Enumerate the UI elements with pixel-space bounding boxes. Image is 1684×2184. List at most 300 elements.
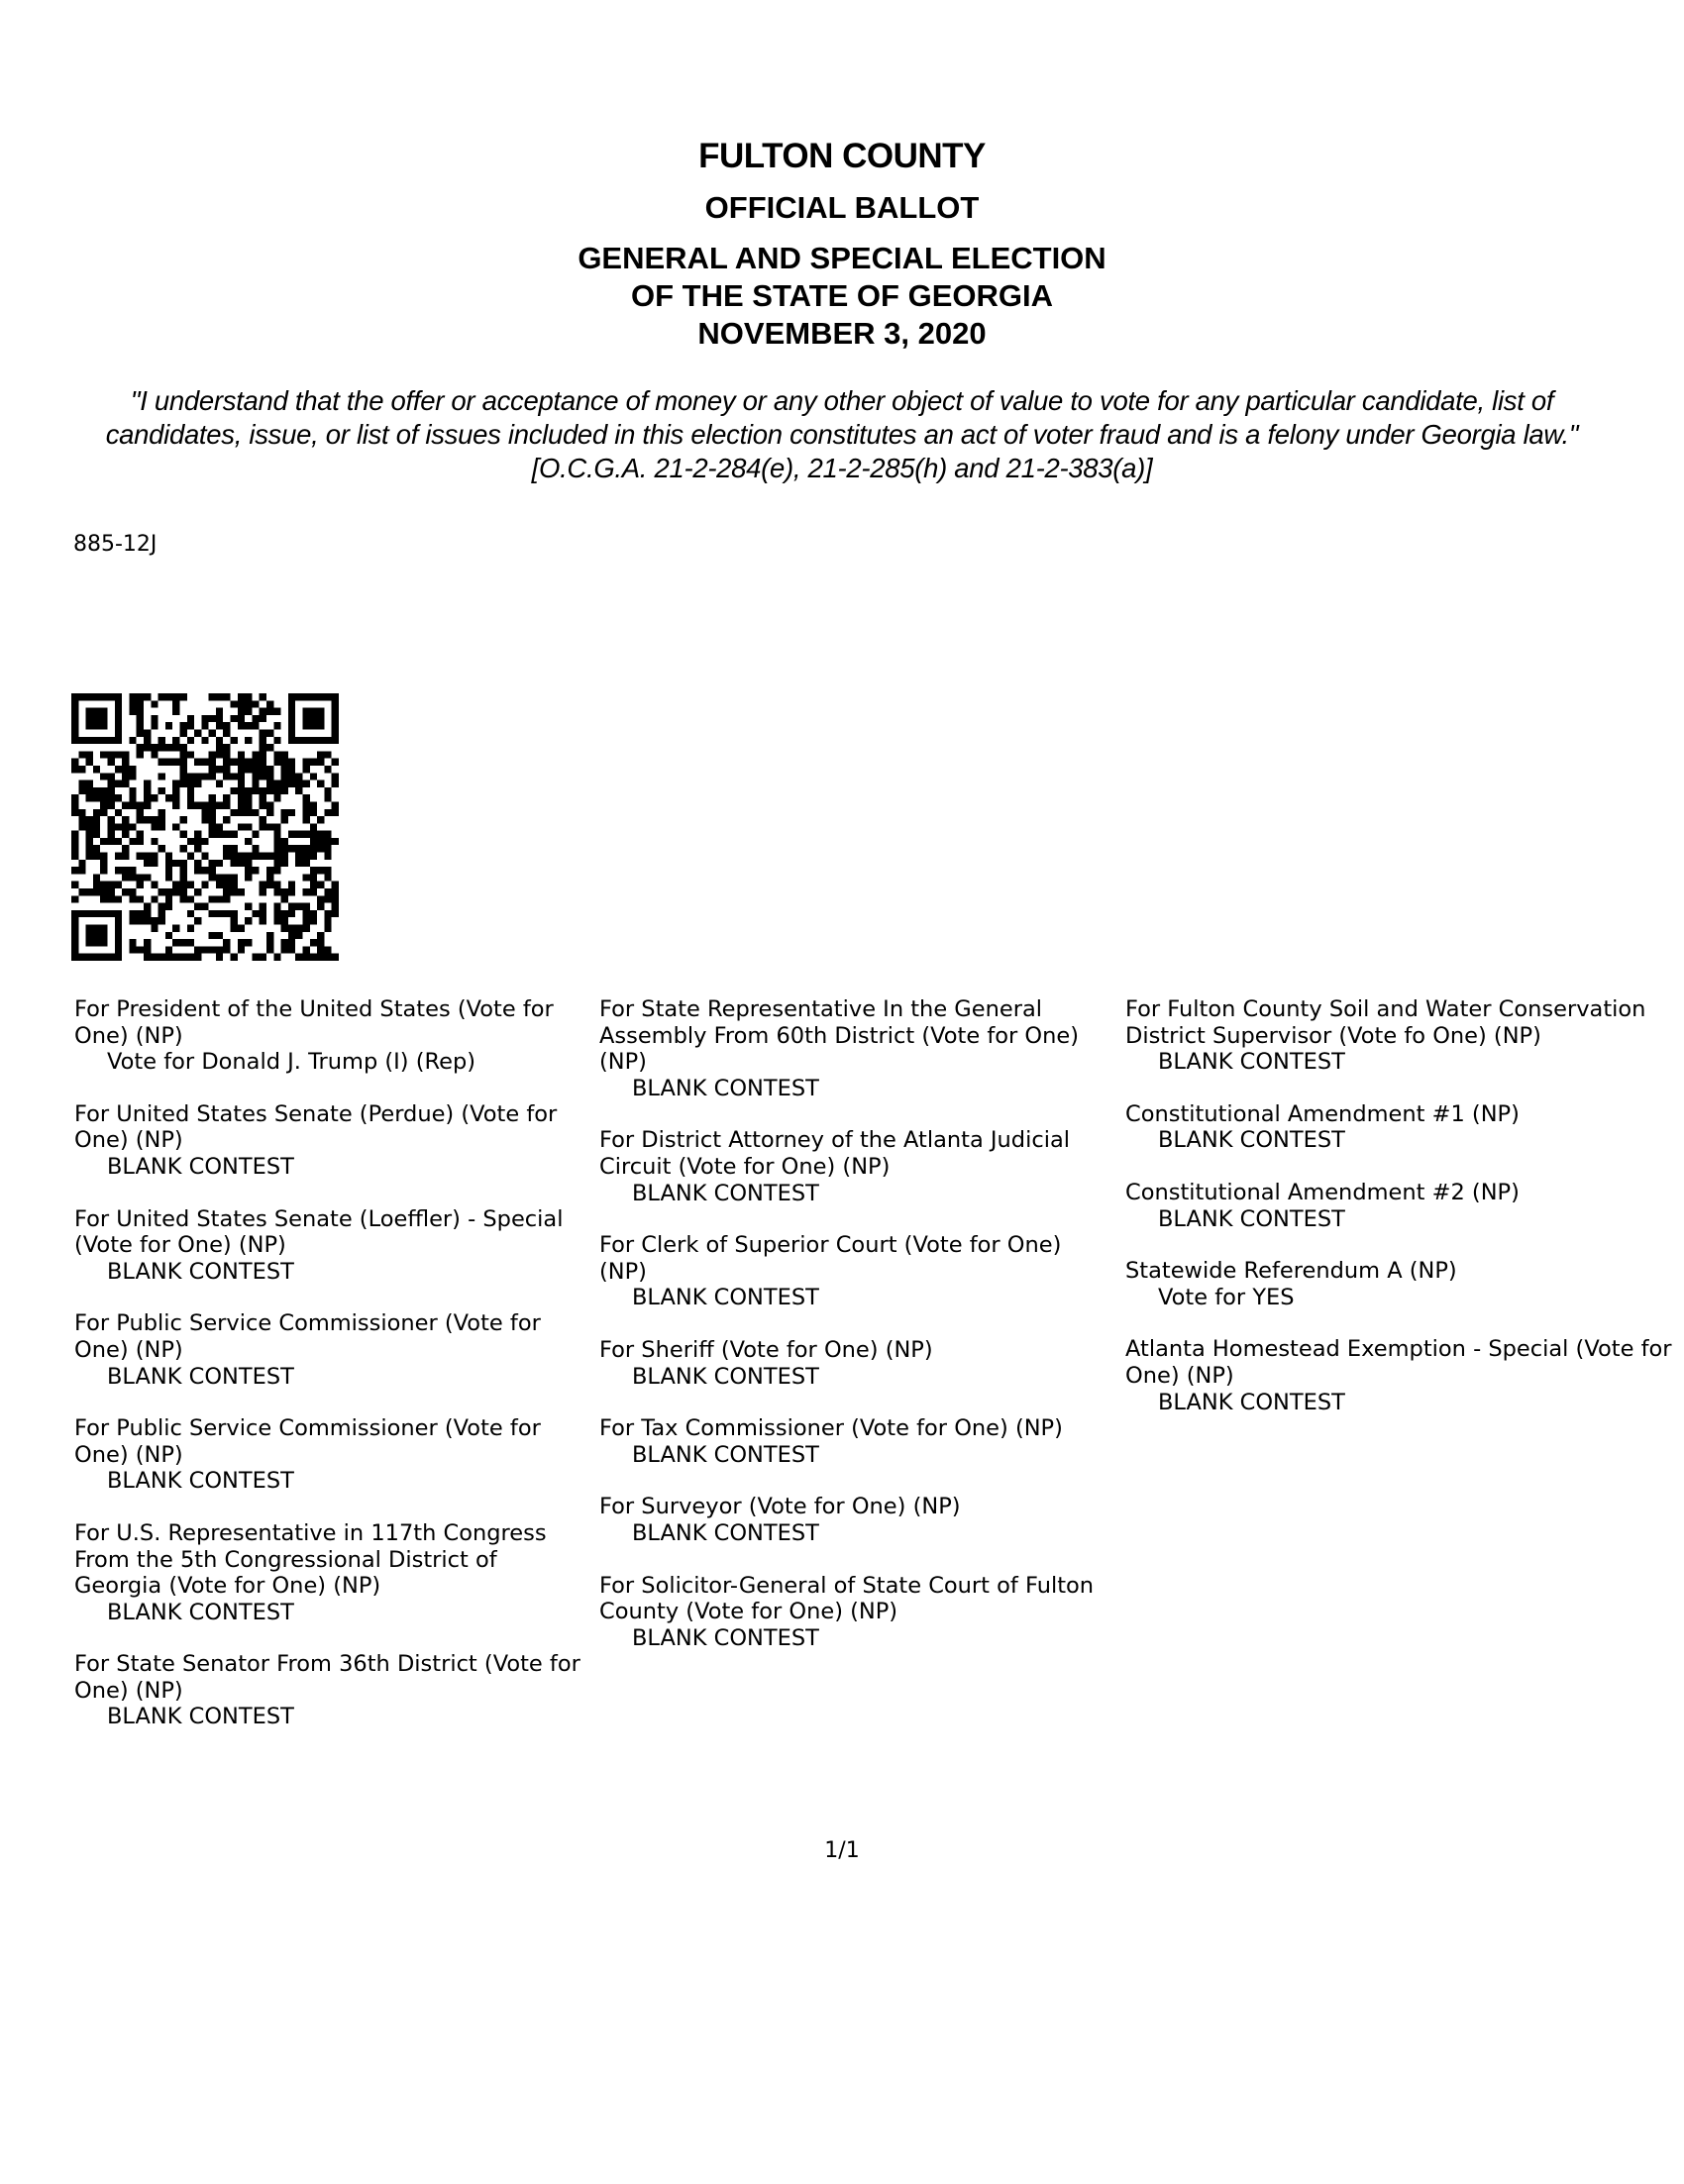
contest-item bbox=[74, 1520, 589, 1625]
qr-module bbox=[179, 759, 186, 766]
qr-module bbox=[295, 845, 302, 852]
qr-module bbox=[252, 809, 259, 816]
qr-module bbox=[252, 845, 259, 852]
qr-module bbox=[71, 794, 78, 801]
qr-module bbox=[273, 831, 280, 838]
qr-module bbox=[115, 715, 122, 722]
qr-module bbox=[231, 831, 238, 838]
qr-module bbox=[288, 759, 295, 766]
qr-module bbox=[187, 737, 194, 744]
county-title: FULTON COUNTY bbox=[698, 137, 986, 175]
qr-module bbox=[71, 801, 78, 808]
qr-module bbox=[100, 773, 107, 780]
qr-module bbox=[281, 766, 288, 773]
qr-module bbox=[303, 693, 310, 700]
qr-module bbox=[93, 939, 100, 946]
qr-module bbox=[71, 766, 78, 773]
qr-module bbox=[216, 708, 223, 715]
qr-module bbox=[332, 882, 339, 888]
qr-module bbox=[115, 751, 122, 758]
contest-title: For Clerk of Superior Court (Vote for One) (NP) bbox=[599, 1232, 1062, 1285]
qr-module bbox=[324, 794, 331, 801]
qr-module bbox=[107, 794, 114, 801]
qr-module bbox=[115, 925, 122, 932]
qr-module bbox=[194, 867, 201, 874]
qr-module bbox=[86, 910, 93, 917]
qr-module bbox=[194, 838, 201, 845]
qr-module bbox=[93, 954, 100, 961]
qr-module bbox=[245, 939, 252, 946]
qr-module bbox=[332, 954, 339, 961]
qr-module bbox=[295, 737, 302, 744]
qr-module bbox=[165, 888, 172, 895]
qr-module bbox=[223, 895, 230, 902]
qr-module bbox=[86, 816, 93, 823]
qr-module bbox=[303, 722, 310, 729]
contest-title: Statewide Referendum A (NP) bbox=[1125, 1258, 1457, 1285]
qr-module bbox=[93, 925, 100, 932]
contest-selection: BLANK CONTEST bbox=[632, 1363, 819, 1390]
qr-module bbox=[216, 932, 223, 939]
qr-module bbox=[122, 751, 129, 758]
qr-module bbox=[332, 910, 339, 917]
qr-module bbox=[129, 787, 136, 794]
qr-module bbox=[273, 903, 280, 910]
voter-fraud-disclaimer: "I understand that the offer or acceptance of money or any other object of value to vote for any particular candidate, list of candidates, issue, or list of issues included in this election constitutes an act of voter fraud and is a felony under Georgia law." [O.C.G.A. 21-2-284(e), 21-2-285(h) and 21-2-383(a)] bbox=[105, 385, 1579, 483]
qr-module bbox=[129, 737, 136, 744]
qr-module bbox=[238, 939, 245, 946]
qr-module bbox=[187, 787, 194, 794]
qr-module bbox=[129, 910, 136, 917]
qr-module bbox=[238, 853, 245, 860]
election-title-line-2: OF THE STATE OF GEORGIA bbox=[631, 278, 1053, 313]
qr-module bbox=[209, 946, 216, 953]
qr-module bbox=[324, 853, 331, 860]
qr-module bbox=[324, 946, 331, 953]
qr-module bbox=[86, 954, 93, 961]
qr-module bbox=[115, 939, 122, 946]
qr-module bbox=[223, 744, 230, 751]
qr-module bbox=[245, 860, 252, 867]
qr-module bbox=[129, 700, 136, 707]
qr-module bbox=[129, 874, 136, 881]
qr-module bbox=[165, 932, 172, 939]
qr-module bbox=[288, 939, 295, 946]
qr-module bbox=[260, 715, 266, 722]
qr-module bbox=[100, 932, 107, 939]
qr-module bbox=[288, 903, 295, 910]
qr-module bbox=[115, 729, 122, 736]
qr-module bbox=[317, 759, 324, 766]
qr-module bbox=[122, 780, 129, 787]
qr-module bbox=[288, 693, 295, 700]
qr-module bbox=[172, 744, 179, 751]
qr-module bbox=[151, 823, 158, 830]
qr-module bbox=[273, 867, 280, 874]
qr-module bbox=[107, 888, 114, 895]
qr-module bbox=[86, 925, 93, 932]
qr-module bbox=[93, 831, 100, 838]
qr-module bbox=[100, 838, 107, 845]
qr-module bbox=[281, 759, 288, 766]
qr-module bbox=[100, 910, 107, 917]
qr-module bbox=[216, 722, 223, 729]
qr-module bbox=[100, 751, 107, 758]
qr-module bbox=[238, 715, 245, 722]
qr-module bbox=[310, 737, 317, 744]
contest-item bbox=[599, 996, 1114, 1101]
qr-module bbox=[245, 787, 252, 794]
qr-module bbox=[100, 882, 107, 888]
qr-module bbox=[273, 737, 280, 744]
qr-module bbox=[216, 801, 223, 808]
qr-module bbox=[165, 853, 172, 860]
qr-module bbox=[151, 722, 158, 729]
qr-module bbox=[310, 867, 317, 874]
qr-module bbox=[223, 874, 230, 881]
qr-module bbox=[252, 722, 259, 729]
qr-module bbox=[115, 700, 122, 707]
qr-module bbox=[71, 910, 78, 917]
qr-module bbox=[144, 787, 151, 794]
qr-module bbox=[115, 910, 122, 917]
qr-module bbox=[158, 823, 165, 830]
qr-module bbox=[273, 888, 280, 895]
qr-module bbox=[281, 853, 288, 860]
qr-module bbox=[209, 895, 216, 902]
qr-module bbox=[295, 925, 302, 932]
qr-module bbox=[303, 845, 310, 852]
contest-selection: BLANK CONTEST bbox=[1158, 1127, 1345, 1154]
qr-module bbox=[86, 888, 93, 895]
qr-module bbox=[201, 853, 208, 860]
qr-module bbox=[303, 759, 310, 766]
qr-module bbox=[288, 946, 295, 953]
qr-module bbox=[107, 954, 114, 961]
qr-module bbox=[158, 910, 165, 917]
qr-module bbox=[179, 860, 186, 867]
qr-module bbox=[260, 744, 266, 751]
qr-module bbox=[324, 751, 331, 758]
qr-module bbox=[144, 794, 151, 801]
qr-module bbox=[86, 823, 93, 830]
qr-module bbox=[115, 946, 122, 953]
qr-module bbox=[107, 780, 114, 787]
qr-module bbox=[137, 946, 144, 953]
qr-module bbox=[273, 759, 280, 766]
qr-module bbox=[273, 882, 280, 888]
contest-selection: BLANK CONTEST bbox=[1158, 1205, 1345, 1232]
qr-module bbox=[223, 939, 230, 946]
qr-module bbox=[100, 794, 107, 801]
qr-module bbox=[310, 838, 317, 845]
qr-module bbox=[122, 888, 129, 895]
qr-module bbox=[100, 708, 107, 715]
qr-module bbox=[281, 773, 288, 780]
qr-module bbox=[144, 801, 151, 808]
qr-module bbox=[86, 780, 93, 787]
qr-module bbox=[260, 903, 266, 910]
qr-module bbox=[260, 787, 266, 794]
qr-module bbox=[317, 867, 324, 874]
qr-module bbox=[122, 874, 129, 881]
qr-module bbox=[216, 823, 223, 830]
qr-module bbox=[71, 693, 78, 700]
qr-module bbox=[129, 895, 136, 902]
contest-title: For State Senator From 36th District (Vote for One) (NP) bbox=[74, 1651, 580, 1704]
qr-module bbox=[303, 917, 310, 924]
qr-module bbox=[317, 939, 324, 946]
qr-module bbox=[317, 838, 324, 845]
qr-module bbox=[317, 903, 324, 910]
qr-module bbox=[317, 831, 324, 838]
qr-module bbox=[317, 845, 324, 852]
qr-module bbox=[129, 766, 136, 773]
qr-module bbox=[216, 715, 223, 722]
qr-module bbox=[260, 910, 266, 917]
qr-module bbox=[71, 925, 78, 932]
qr-module bbox=[187, 751, 194, 758]
qr-module bbox=[151, 917, 158, 924]
qr-module bbox=[223, 910, 230, 917]
qr-module bbox=[317, 715, 324, 722]
qr-module bbox=[93, 766, 100, 773]
qr-module bbox=[260, 773, 266, 780]
qr-module bbox=[238, 766, 245, 773]
qr-module bbox=[288, 888, 295, 895]
qr-module bbox=[324, 809, 331, 816]
qr-module bbox=[216, 831, 223, 838]
contest-item bbox=[599, 1337, 1114, 1390]
qr-module bbox=[317, 882, 324, 888]
qr-module bbox=[223, 773, 230, 780]
qr-module bbox=[288, 925, 295, 932]
qr-module bbox=[137, 708, 144, 715]
qr-module bbox=[332, 737, 339, 744]
qr-module bbox=[165, 895, 172, 902]
qr-module bbox=[201, 737, 208, 744]
qr-module bbox=[273, 823, 280, 830]
qr-module bbox=[137, 917, 144, 924]
qr-module bbox=[288, 882, 295, 888]
qr-module bbox=[231, 925, 238, 932]
qr-module bbox=[310, 939, 317, 946]
qr-module bbox=[281, 838, 288, 845]
qr-module bbox=[71, 946, 78, 953]
qr-module bbox=[252, 910, 259, 917]
qr-module bbox=[93, 708, 100, 715]
qr-module bbox=[93, 874, 100, 881]
qr-module bbox=[231, 888, 238, 895]
qr-module bbox=[245, 853, 252, 860]
qr-module bbox=[295, 787, 302, 794]
qr-module bbox=[194, 860, 201, 867]
qr-module bbox=[260, 882, 266, 888]
contest-item bbox=[1125, 1258, 1680, 1310]
qr-module bbox=[273, 751, 280, 758]
qr-module bbox=[324, 766, 331, 773]
qr-module bbox=[129, 794, 136, 801]
qr-module bbox=[245, 794, 252, 801]
qr-module bbox=[71, 759, 78, 766]
qr-module bbox=[115, 794, 122, 801]
qr-module bbox=[71, 809, 78, 816]
contest-item bbox=[599, 1415, 1114, 1468]
qr-module bbox=[107, 751, 114, 758]
qr-module bbox=[266, 867, 273, 874]
qr-module bbox=[115, 693, 122, 700]
qr-module bbox=[201, 838, 208, 845]
qr-module bbox=[245, 766, 252, 773]
qr-module bbox=[245, 722, 252, 729]
qr-module bbox=[310, 715, 317, 722]
qr-module bbox=[238, 794, 245, 801]
qr-module bbox=[194, 917, 201, 924]
qr-module bbox=[303, 766, 310, 773]
contest-title: For Public Service Commissioner (Vote for One) (NP) bbox=[74, 1415, 541, 1468]
qr-module bbox=[223, 751, 230, 758]
qr-module bbox=[179, 939, 186, 946]
qr-module bbox=[216, 693, 223, 700]
qr-module bbox=[303, 903, 310, 910]
qr-module bbox=[137, 693, 144, 700]
qr-module bbox=[115, 867, 122, 874]
qr-module bbox=[201, 722, 208, 729]
contest-selection: BLANK CONTEST bbox=[632, 1285, 819, 1311]
qr-module bbox=[144, 729, 151, 736]
qr-module bbox=[137, 816, 144, 823]
qr-module bbox=[310, 722, 317, 729]
qr-module bbox=[144, 744, 151, 751]
qr-module bbox=[231, 715, 238, 722]
qr-module bbox=[115, 823, 122, 830]
qr-module bbox=[231, 910, 238, 917]
qr-module bbox=[288, 845, 295, 852]
ballot-header bbox=[0, 131, 1684, 353]
qr-module bbox=[129, 801, 136, 808]
qr-module bbox=[209, 801, 216, 808]
qr-module bbox=[223, 766, 230, 773]
qr-module bbox=[245, 737, 252, 744]
qr-module bbox=[216, 860, 223, 867]
qr-module bbox=[71, 700, 78, 707]
qr-module bbox=[86, 838, 93, 845]
contest-title: Atlanta Homestead Exemption - Special (Vote for One) (NP) bbox=[1125, 1336, 1672, 1389]
qr-module bbox=[310, 853, 317, 860]
qr-module bbox=[252, 853, 259, 860]
qr-module bbox=[158, 954, 165, 961]
contest-selection: BLANK CONTEST bbox=[632, 1519, 819, 1546]
qr-module bbox=[310, 831, 317, 838]
qr-module bbox=[310, 882, 317, 888]
contest-selection: BLANK CONTEST bbox=[1158, 1389, 1345, 1415]
qr-module bbox=[281, 816, 288, 823]
qr-module bbox=[288, 831, 295, 838]
qr-module bbox=[71, 917, 78, 924]
qr-module bbox=[151, 700, 158, 707]
qr-module bbox=[324, 787, 331, 794]
qr-module bbox=[151, 751, 158, 758]
qr-module bbox=[303, 816, 310, 823]
qr-module bbox=[295, 903, 302, 910]
qr-module bbox=[252, 700, 259, 707]
qr-module bbox=[223, 946, 230, 953]
qr-module bbox=[172, 925, 179, 932]
qr-module bbox=[194, 801, 201, 808]
qr-module bbox=[245, 874, 252, 881]
qr-module bbox=[303, 794, 310, 801]
qr-module bbox=[266, 780, 273, 787]
qr-module bbox=[144, 816, 151, 823]
qr-module bbox=[78, 809, 85, 816]
qr-module bbox=[238, 693, 245, 700]
contest-item bbox=[74, 1101, 589, 1181]
contest-title: Constitutional Amendment #2 (NP) bbox=[1125, 1179, 1520, 1205]
qr-module bbox=[201, 759, 208, 766]
qr-module bbox=[78, 780, 85, 787]
contest-item bbox=[74, 1310, 589, 1390]
qr-module bbox=[78, 737, 85, 744]
qr-module bbox=[273, 845, 280, 852]
qr-module bbox=[288, 722, 295, 729]
qr-module bbox=[107, 816, 114, 823]
qr-module bbox=[209, 867, 216, 874]
qr-module bbox=[71, 722, 78, 729]
qr-module bbox=[245, 700, 252, 707]
qr-module bbox=[100, 888, 107, 895]
qr-module bbox=[107, 787, 114, 794]
qr-module bbox=[310, 693, 317, 700]
election-date: NOVEMBER 3, 2020 bbox=[697, 316, 987, 351]
qr-module bbox=[115, 722, 122, 729]
qr-module bbox=[100, 925, 107, 932]
qr-module bbox=[78, 787, 85, 794]
qr-module bbox=[78, 823, 85, 830]
qr-module bbox=[86, 831, 93, 838]
qr-module bbox=[324, 737, 331, 744]
qr-module bbox=[238, 925, 245, 932]
qr-module bbox=[137, 722, 144, 729]
qr-module bbox=[194, 888, 201, 895]
qr-module bbox=[151, 816, 158, 823]
qr-module bbox=[310, 759, 317, 766]
qr-module bbox=[273, 787, 280, 794]
qr-module bbox=[281, 895, 288, 902]
qr-module bbox=[137, 910, 144, 917]
qr-module bbox=[179, 722, 186, 729]
qr-module bbox=[187, 722, 194, 729]
qr-module bbox=[100, 867, 107, 874]
qr-module bbox=[209, 823, 216, 830]
qr-module bbox=[209, 794, 216, 801]
qr-module bbox=[93, 715, 100, 722]
qr-module bbox=[187, 954, 194, 961]
qr-module bbox=[281, 780, 288, 787]
qr-module bbox=[310, 954, 317, 961]
qr-module bbox=[332, 809, 339, 816]
qr-module bbox=[310, 773, 317, 780]
qr-module bbox=[216, 744, 223, 751]
qr-module bbox=[107, 737, 114, 744]
qr-module bbox=[295, 860, 302, 867]
qr-module bbox=[71, 932, 78, 939]
qr-module bbox=[78, 693, 85, 700]
qr-module bbox=[281, 925, 288, 932]
qr-module bbox=[144, 737, 151, 744]
qr-module bbox=[172, 882, 179, 888]
qr-module bbox=[231, 954, 238, 961]
qr-module bbox=[86, 845, 93, 852]
